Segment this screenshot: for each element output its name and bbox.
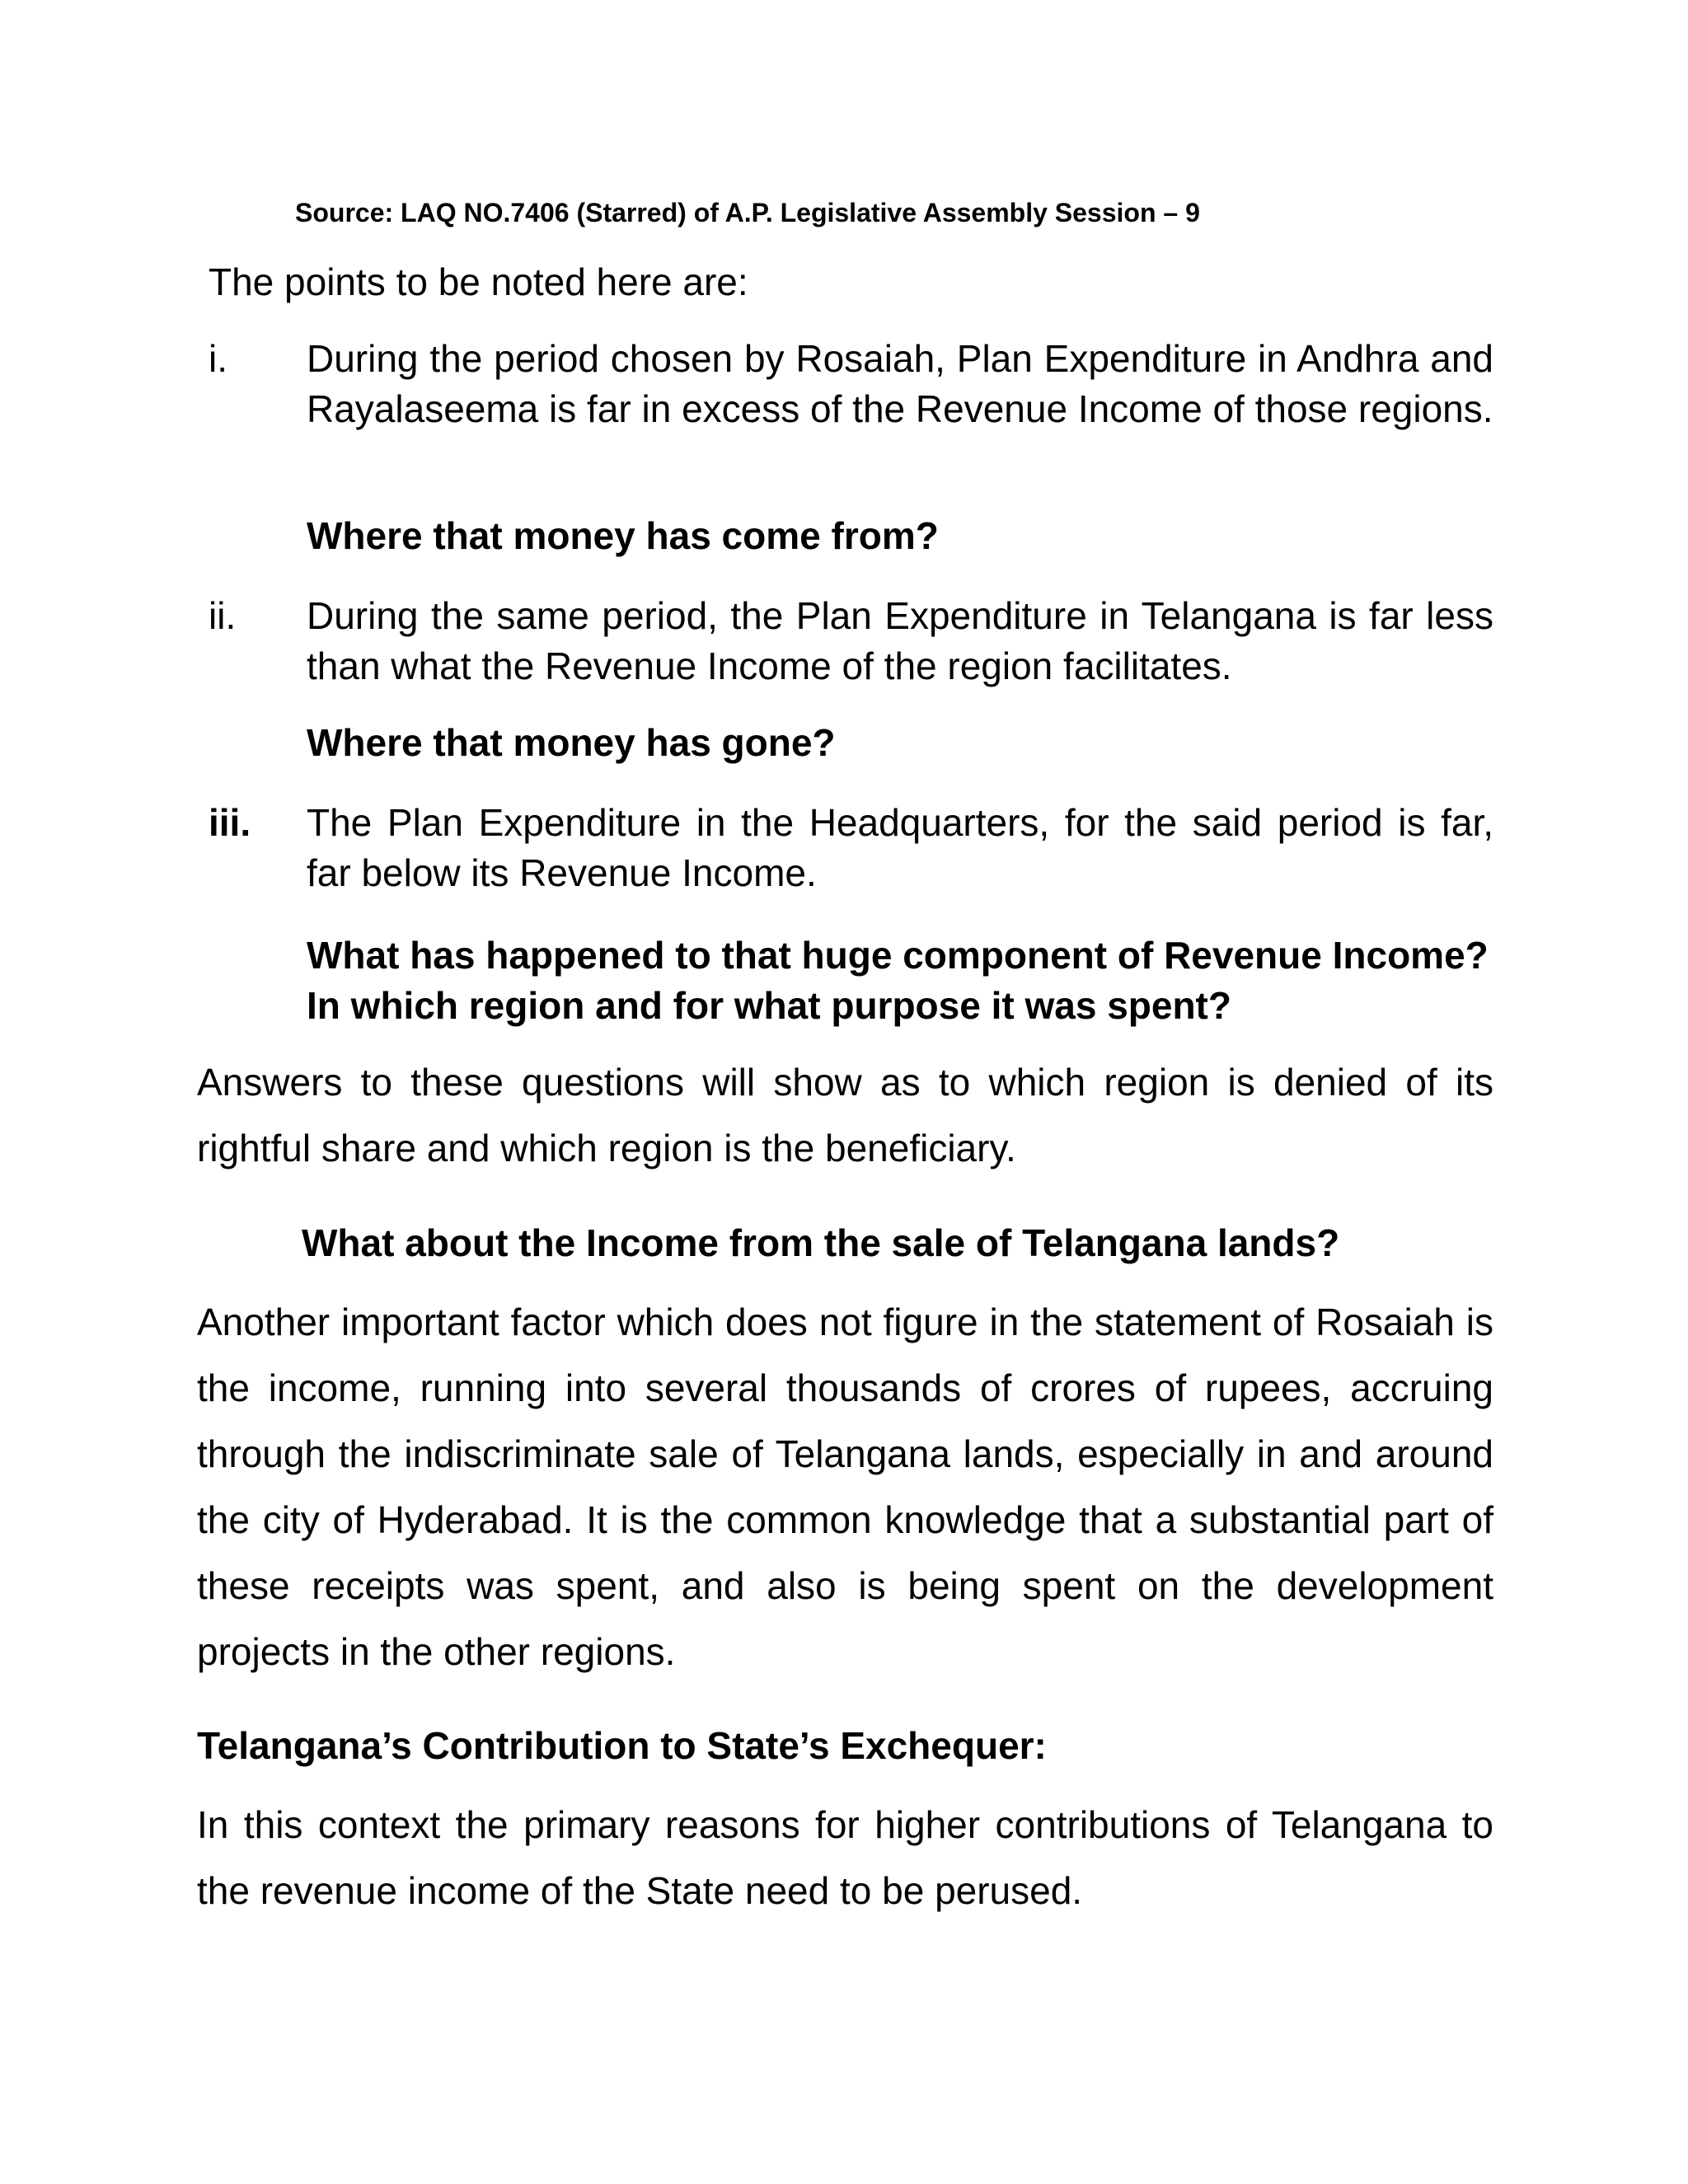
list-item-i-text: During the period chosen by Rosaiah, Plan Expenditure in Andhra and Rayalaseema is far in excess of the Revenue Income of those regions. <box>307 337 1493 430</box>
list-item-ii-text: During the same period, the Plan Expenditure in Telangana is far less than what the Revenue Income of the region facilitates. <box>307 594 1493 687</box>
contribution-paragraph: In this context the primary reasons for higher contributions of Telangana to the revenue income of the State need to be perused. <box>197 1803 1493 1912</box>
list-item-i-question: Where that money has come from? <box>307 514 939 557</box>
list-item-ii-question: Where that money has gone? <box>307 721 836 764</box>
land-sale-heading: What about the Income from the sale of Telangana lands? <box>302 1221 1340 1264</box>
list-marker-iii: iii. <box>209 801 251 844</box>
source-citation: Source: LAQ NO.7406 (Starred) of A.P. Legislative Assembly Session – 9 <box>295 198 1200 227</box>
contribution-heading: Telangana’s Contribution to State’s Exchequer: <box>197 1724 1047 1767</box>
list-marker-ii: ii. <box>209 594 237 637</box>
intro-line: The points to be noted here are: <box>209 260 748 303</box>
land-sale-paragraph: Another important factor which does not figure in the statement of Rosaiah is the income, running into several thousands of crores of rupees, accruing through the indiscriminate sale of Telangana lands, especially in and around the city of Hyderabad. It is the common knowledge that a substantial part of these receipts was spent, and also is being spent on the development projects in the other regions. <box>197 1301 1493 1673</box>
answers-paragraph: Answers to these questions will show as to which region is denied of its rightful share and which region is the beneficiary. <box>197 1061 1493 1169</box>
list-item-iii-text: The Plan Expenditure in the Headquarters, for the said period is far, far below its Revenue Income. <box>307 801 1493 894</box>
list-marker-i: i. <box>209 337 227 380</box>
list-item-iii-question: What has happened to that huge component of Revenue Income? In which region and for what purpose it was spent? <box>307 934 1489 1027</box>
